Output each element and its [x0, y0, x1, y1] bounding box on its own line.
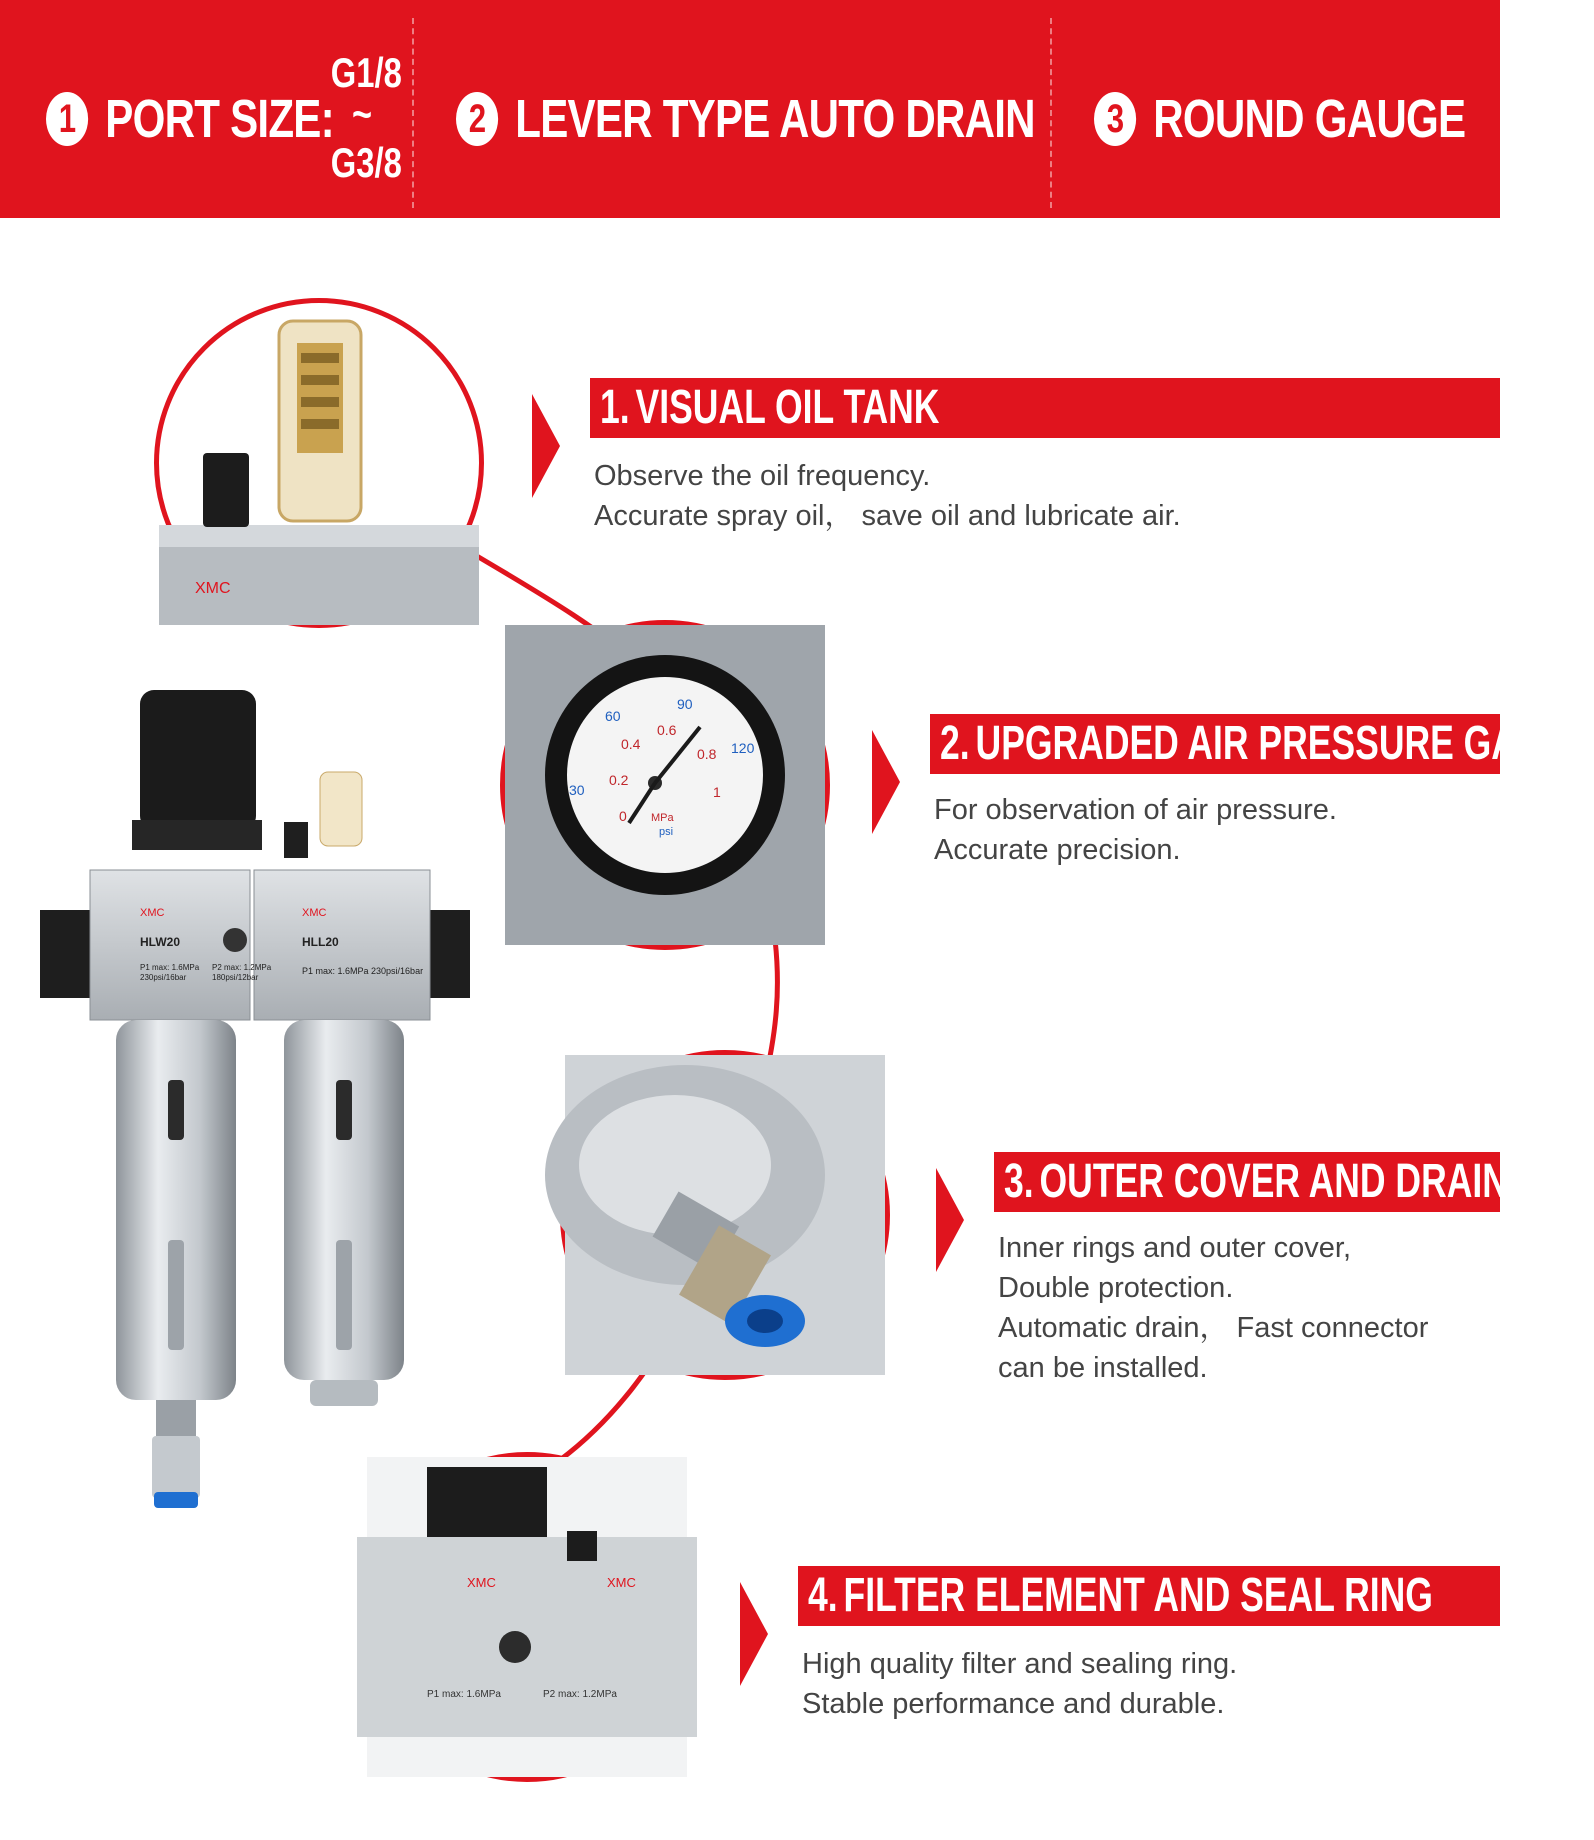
gauge-inner-tick: 1 [713, 784, 721, 800]
section-4-title [808, 1570, 1433, 1622]
filter-spec-2: P2 max: 1.2MPa [543, 1689, 617, 1700]
section-title-text: OUTER COVER AND DRAINAGE [1039, 1155, 1585, 1208]
gauge-unit-psi: psi [659, 826, 674, 838]
filter-spec-1: P1 max: 1.6MPa [427, 1689, 501, 1700]
description-line: Observe the oil frequency. [594, 460, 931, 492]
description-line: can be installed. [998, 1352, 1208, 1384]
gauge-inner-tick: 0.2 [609, 772, 629, 788]
section-number: 1. [600, 381, 630, 434]
feature-label: ROUND GAUGE [1153, 89, 1466, 149]
port-size-from: G1/8 [330, 49, 402, 96]
gauge-inner-tick: 0 [619, 808, 627, 824]
gauge-outer-tick: 30 [569, 782, 585, 798]
section-1-title [600, 382, 939, 434]
feature-number-badge: 3 [1094, 92, 1136, 146]
filter-seal-closeup [367, 1457, 687, 1777]
section-3-header [994, 1152, 1585, 1212]
description-line: Accurate precision. [934, 834, 1181, 866]
filter-lubricator-unit-image [40, 680, 500, 1520]
brand-mark-left: XMC [140, 907, 165, 919]
gauge-inner-tick: 0.6 [657, 722, 677, 738]
right-model-label: HLL20 [302, 935, 339, 949]
section-title-text: UPGRADED AIR PRESSURE GAUGE [975, 717, 1594, 770]
left-spec-3: P2 max: 1.2MPa [212, 963, 272, 972]
description-line: Accurate spray oil， save oil and lubricate air. [594, 500, 1181, 532]
detail-circle-filter-seal [362, 1452, 692, 1782]
description-line: High quality filter and sealing ring. [802, 1648, 1238, 1680]
section-3-arrow [936, 1168, 964, 1272]
feature-label: PORT SIZE: [105, 89, 334, 149]
left-spec-4: 180psi/12bar [212, 973, 259, 982]
left-spec-1: P1 max: 1.6MPa [140, 963, 200, 972]
description-line: Double protection. [998, 1272, 1234, 1304]
gauge-inner-tick: 0.8 [697, 746, 717, 762]
section-2-description [934, 790, 1337, 870]
left-spec-2: 230psi/16bar [140, 973, 187, 982]
gauge-inner-tick: 0.4 [621, 736, 641, 752]
filter-brand-mark-right: XMC [607, 1575, 636, 1590]
section-1-description [594, 456, 1181, 536]
feature-number-badge: 2 [456, 92, 498, 146]
right-spec-1: P1 max: 1.6MPa 230psi/16bar [302, 966, 424, 976]
description-line: For observation of air pressure. [934, 794, 1337, 826]
gauge-outer-tick: 90 [677, 696, 693, 712]
section-1-arrow [532, 394, 560, 498]
description-line: Stable performance and durable. [802, 1688, 1225, 1720]
port-size-separator: ~ [351, 90, 373, 139]
section-3-title [1004, 1156, 1585, 1208]
section-number: 4. [808, 1569, 838, 1622]
section-title-text: FILTER ELEMENT AND SEAL RING [843, 1569, 1433, 1622]
oil-tank-closeup-image [159, 303, 479, 623]
section-4-header [798, 1566, 1500, 1626]
gauge-outer-tick: 120 [731, 740, 755, 756]
section-3-description [998, 1228, 1428, 1388]
pressure-gauge-closeup [505, 625, 825, 945]
filter-brand-mark-left: XMC [467, 1575, 496, 1590]
section-number: 3. [1004, 1155, 1034, 1208]
description-line: Inner rings and outer cover, [998, 1232, 1352, 1264]
detail-circle-gauge [500, 620, 830, 950]
gauge-unit-mpa: MPa [651, 812, 674, 824]
drain-connector-closeup [565, 1055, 885, 1375]
detail-circle-drain [560, 1050, 890, 1380]
port-size-to: G3/8 [330, 139, 402, 186]
description-line: Automatic drain， Fast connector [998, 1312, 1429, 1344]
section-4-arrow [740, 1582, 768, 1686]
left-model-label: HLW20 [140, 935, 181, 949]
section-2-title [940, 718, 1594, 770]
oil-tank-brand-mark: XMC [195, 580, 231, 597]
section-2-header [930, 714, 1594, 774]
feature-number-badge: 1 [46, 92, 88, 146]
section-4-description [802, 1644, 1237, 1724]
feature-label: LEVER TYPE AUTO DRAIN [515, 89, 1035, 149]
gauge-outer-tick: 60 [605, 708, 621, 724]
section-number: 2. [940, 717, 970, 770]
section-2-arrow [872, 730, 900, 834]
section-title-text: VISUAL OIL TANK [635, 381, 940, 434]
detail-circle-oil-tank [154, 298, 484, 628]
section-1-header [590, 378, 1500, 438]
brand-mark-right: XMC [302, 907, 327, 919]
